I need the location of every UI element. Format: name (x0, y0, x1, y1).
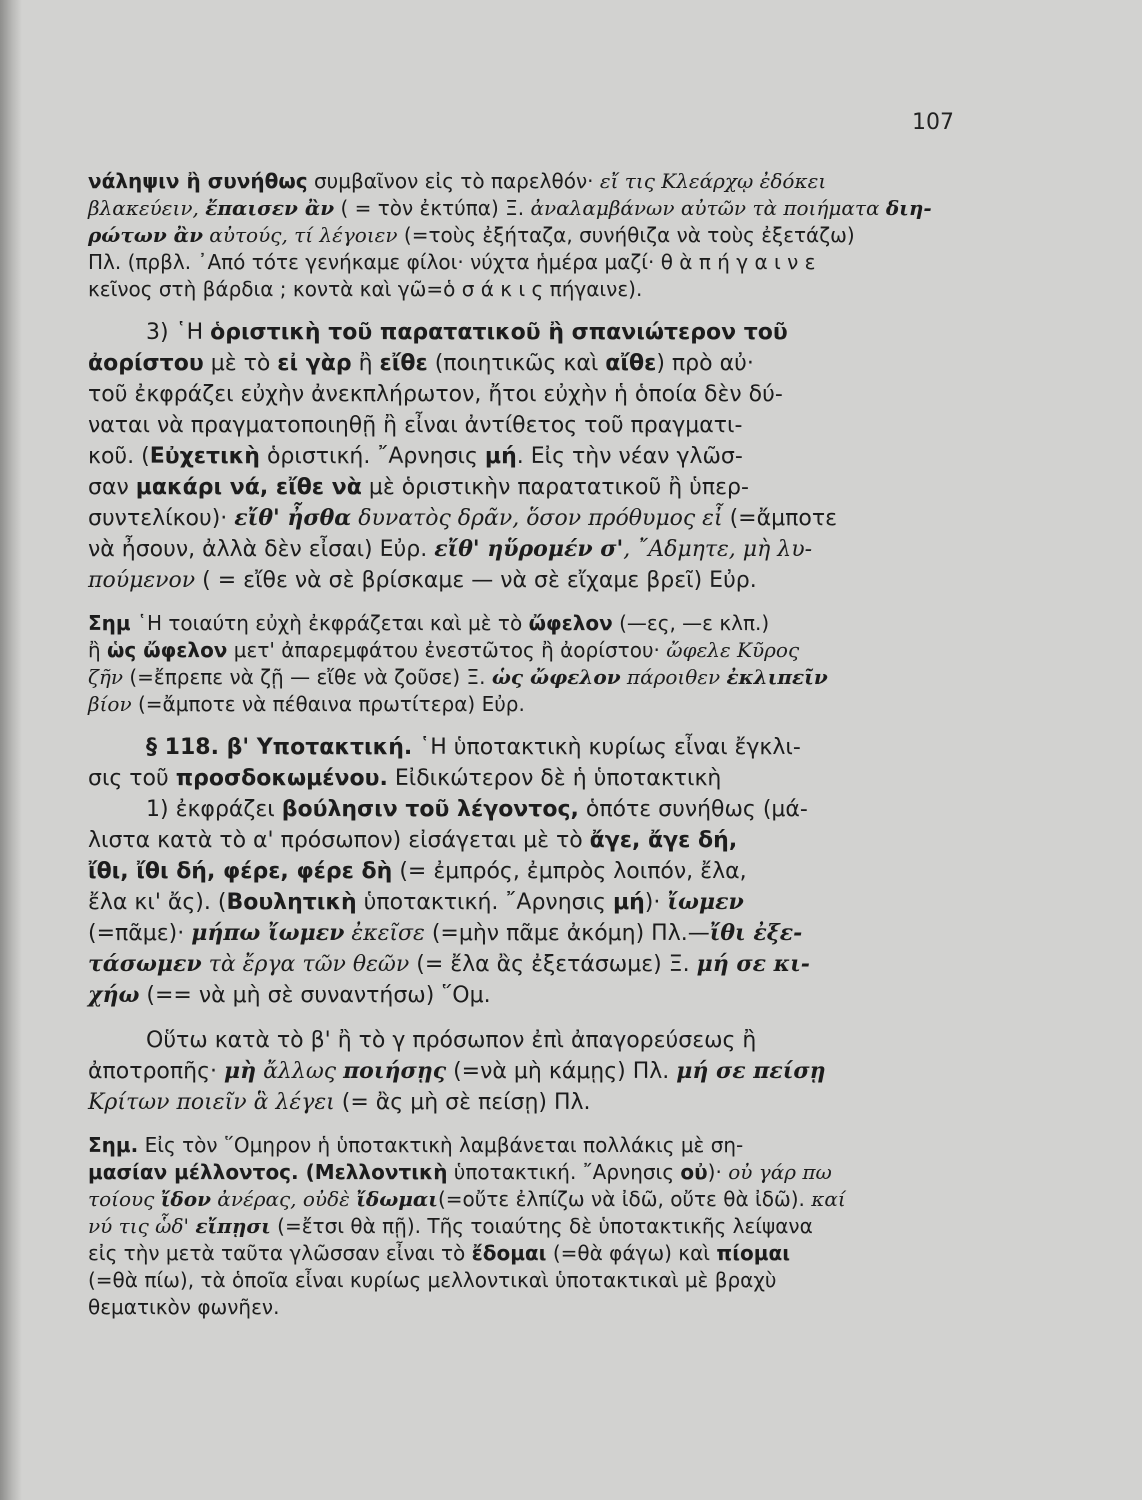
text-line (88, 1294, 966, 1321)
text-segment: ἢ (88, 638, 108, 662)
text-line (88, 168, 966, 195)
text-line (88, 949, 966, 980)
text-segment: Εὐχετικὴ (149, 444, 260, 469)
text-segment: οὐ (680, 1160, 708, 1184)
text-segment: εἴθ' ἦσθα (234, 505, 352, 531)
text-segment: ) πρὸ αὐ· (656, 351, 754, 376)
text-segment: ἐκλιπεῖν (726, 665, 828, 689)
text-segment: ἀνέρας, οὐδὲ (210, 1187, 357, 1211)
text-line (88, 472, 966, 503)
text-segment: κεῖνος στὴ βάρδια ; κοντὰ καὶ γῶ=ὁ σ ά κ ι ς πήγαινε). (88, 277, 643, 301)
text-line (88, 1025, 966, 1056)
text-segment: δυνατὸς δρᾶν, ὅσον πρόθυμος εἶ (351, 506, 723, 531)
text-line (88, 1267, 966, 1294)
text-segment: (=μὴν πᾶμε ἀκόμη) Πλ.— (424, 921, 710, 946)
text-segment: (=θὰ πίω), τὰ ὁποῖα εἶναι κυρίως μελλοντικαὶ ὑποτακτικαὶ μὲ βραχὺ (88, 1268, 777, 1292)
text-segment: τάσωμεν (88, 951, 202, 977)
text-segment: βλακεύειν, (88, 196, 206, 220)
text-segment: ὑποτακτική. ῎Αρνησις (447, 1160, 681, 1184)
text-segment: εἴθε (379, 351, 428, 376)
text-segment: ἀναλαμβάνων αὐτῶν τὰ ποιήματα (530, 196, 886, 220)
text-segment: )· (707, 1160, 729, 1184)
text-segment: , ῎Αδμητε, μὴ λυ- (623, 537, 813, 562)
text-line (88, 195, 966, 222)
text-segment: μή (484, 444, 517, 469)
text-segment: 3) ῾Η (146, 320, 211, 345)
text-segment: καί (811, 1187, 846, 1211)
text-segment: (=νὰ μὴ κάμῃς) Πλ. (446, 1059, 677, 1084)
text-line (88, 794, 966, 825)
text-segment: Εἰς τὸν ῞Ομηρον ἡ ὑποτακτικὴ λαμβάνεται πολλάκις μὲ ση- (138, 1133, 744, 1157)
text-segment: ἐκεῖσε (344, 921, 425, 946)
text-segment: σις τοῦ (88, 766, 176, 791)
text-segment: πίομαι (716, 1241, 790, 1265)
text-line (88, 887, 966, 918)
text-segment: § 118. β' (146, 735, 257, 760)
text-segment: νὰ ἦσουν, ἀλλὰ δὲν εἶσαι) Εὐρ. (88, 537, 435, 562)
text-segment: ἴωμεν (667, 889, 744, 915)
text-segment: εἴ τις Κλεάρχῳ ἐδόκει (599, 169, 827, 193)
text-line (88, 441, 966, 472)
text-segment: (=ἄμποτε νὰ πέθαινα πρωτίτερα) Εὐρ. (131, 692, 525, 716)
text-segment: ναται νὰ πραγματοποιηθῇ ἢ εἶναι ἀντίθετος τοῦ πραγματι- (88, 413, 743, 438)
page-text (88, 168, 966, 1321)
text-segment: ρώτων ἂν (88, 223, 203, 247)
text-segment: τοῦ ἐκφράζει εὐχὴν ἀνεκπλήρωτον, ἤτοι εὐχὴν ἡ ὁποία δὲν δύ- (88, 382, 783, 407)
text-segment: ἀορίστου (88, 351, 204, 376)
text-segment: μὲ τὸ (203, 351, 278, 376)
text-segment: λιστα κατὰ τὸ α' πρόσωπον) εἰσάγεται μὲ τὸ (88, 828, 590, 853)
paragraph-gap (88, 718, 966, 732)
text-segment: μετ' ἀπαρεμφάτου ἐνεστῶτος ἢ ἀορίστου· (227, 638, 667, 662)
text-segment: (=πᾶμε)· (88, 921, 192, 946)
text-segment: μακάρι νά, εἴθε νὰ (135, 475, 362, 500)
text-segment: τοίους (88, 1187, 161, 1211)
text-segment: )· (644, 890, 668, 915)
paragraph-gap (88, 596, 966, 610)
text-segment: (= ἔλα ἂς ἐξετάσωμε) Ξ. (409, 952, 697, 977)
text-segment: εἴθ' ηὕρομέν σ' (434, 536, 624, 562)
text-segment: ὤφελε Κῦρος (666, 638, 800, 662)
text-line (88, 1132, 966, 1159)
text-segment: (=θὰ φάγω) καὶ (546, 1241, 717, 1265)
text-line (88, 763, 966, 794)
text-segment: ἄλλως (256, 1059, 344, 1084)
text-line (88, 732, 966, 763)
text-line (88, 1240, 966, 1267)
text-segment: . Εἰς τὴν νέαν γλῶσ- (516, 444, 743, 469)
text-line (88, 317, 966, 348)
text-segment: διη- (885, 196, 932, 220)
text-segment: χήω (88, 982, 140, 1008)
text-segment: αὐτούς, τί λέγοιεν (202, 223, 398, 247)
text-segment: Σημ. (88, 1133, 139, 1157)
text-segment: ἴδωμαι (356, 1187, 438, 1211)
text-segment: ποιήσῃς (343, 1058, 447, 1084)
text-line (88, 1213, 966, 1240)
text-line (88, 918, 966, 949)
text-segment: (= ἐμπρός, ἐμπρὸς λοιπόν, ἔλα, (392, 859, 747, 884)
text-segment: Πλ. (πρβλ. ᾿Από τότε γενήκαμε φίλοι· νύχτα ἡμέρα μαζί· θ ὰ π ή γ α ι ν ε (88, 250, 816, 274)
text-segment: εἰς τὴν μετὰ ταῦτα γλῶσσαν εἶναι τὸ (88, 1241, 472, 1265)
text-segment: βούλησιν τοῦ λέγοντος, (281, 797, 579, 822)
text-segment: (ποιητικῶς καὶ (427, 351, 606, 376)
text-segment: (=ἔτσι θὰ πῇ). Τῆς τοιαύτης δὲ ὑποτακτικῆς λείψανα (270, 1214, 813, 1238)
text-line (88, 348, 966, 379)
text-segment: μήπω ἴωμεν (191, 920, 345, 946)
text-segment: θεματικὸν φωνῆεν. (88, 1295, 280, 1319)
text-segment: ὤφελον (528, 611, 613, 635)
page-number: 107 (912, 110, 954, 135)
text-line (88, 856, 966, 887)
text-line (88, 980, 966, 1011)
text-line (88, 410, 966, 441)
text-segment: Οὕτω κατὰ τὸ β' ἢ τὸ γ πρόσωπον ἐπὶ ἀπαγορεύσεως ἢ (146, 1028, 757, 1053)
text-segment: ἢ (351, 351, 380, 376)
text-segment: ἴθι, ἴθι δή, φέρε, φέρε δὴ (88, 859, 393, 884)
text-line (88, 1159, 966, 1186)
text-segment: (== νὰ μὴ σὲ συναντήσω) ῞Ομ. (139, 983, 491, 1008)
text-segment: εἰ γὰρ (277, 351, 352, 376)
text-segment: ἄγε, ἄγε δή, (589, 828, 738, 853)
text-segment: ῾Η ὑποτακτικὴ κυρίως εἶναι ἔγκλι- (412, 735, 801, 760)
text-segment: συντελίκου)· (88, 506, 235, 531)
text-line (88, 503, 966, 534)
text-segment: ( = εἴθε νὰ σὲ βρίσκαμε — νὰ σὲ εἴχαμε βρεῖ) Εὐρ. (195, 568, 757, 593)
text-segment: μὴ (223, 1058, 257, 1084)
text-segment: μή (612, 890, 645, 915)
text-segment: ὁριστική. ῎Αρνησις (259, 444, 485, 469)
text-segment: Σημ (88, 611, 131, 635)
text-line (88, 1087, 966, 1118)
scan-shadow-edge (0, 0, 22, 1500)
text-segment: ἔδομαι (471, 1241, 547, 1265)
text-segment: βίον (88, 692, 132, 716)
text-segment: μὲ ὁριστικὴν παρατατικοῦ ἢ ὑπερ- (361, 475, 749, 500)
text-line (88, 691, 966, 718)
text-segment: σαν (88, 475, 136, 500)
text-segment: τὰ ἔργα τῶν θεῶν (201, 952, 410, 977)
paragraph-gap (88, 303, 966, 317)
text-segment: ὁριστικὴ τοῦ παρατατικοῦ ἢ σπανιώτερον τοῦ (210, 320, 788, 345)
text-segment: Υποτακτική. (256, 735, 413, 760)
text-segment: νάληψιν ἢ συνήθως (88, 169, 308, 193)
text-segment: κοῦ. ( (88, 444, 150, 469)
text-segment: ὡς ὤφελον (491, 665, 621, 689)
text-segment: ἀποτροπῆς· (88, 1059, 224, 1084)
text-segment: ῾Η τοιαύτη εὐχὴ ἐκφράζεται καὶ μὲ τὸ (130, 611, 529, 635)
text-segment: ὑποτακτική. ῎Αρνησις (356, 890, 613, 915)
text-segment: μή σε πείσῃ (676, 1058, 826, 1084)
paragraph-gap (88, 1011, 966, 1025)
text-segment: ἔπαισεν ἂν (205, 196, 335, 220)
text-segment: ὁπότε συνήθως (μά- (578, 797, 808, 822)
text-segment: μή σε κι- (696, 951, 810, 977)
text-segment: ἴθι ἐξε- (709, 920, 803, 946)
text-segment: 1) ἐκφράζει (146, 797, 282, 822)
text-segment: (=οὔτε ἐλπίζω νὰ ἰδῶ, οὔτε θὰ ἰδῶ). (438, 1187, 812, 1211)
text-line (88, 610, 966, 637)
text-segment: Εἰδικώτερον δὲ ἡ ὑποτακτικὴ (387, 766, 722, 791)
text-line (88, 249, 966, 276)
text-segment: (= ἂς μὴ σὲ πείσῃ) Πλ. (334, 1090, 591, 1115)
text-segment: (=τοὺς ἐξήταζα, συνήθιζα νὰ τοὺς ἐξετάζω) (397, 223, 855, 247)
text-segment: ( = τὸν ἐκτύπα) Ξ. (334, 196, 531, 220)
text-segment: ἔλα κι' ἄς). ( (88, 890, 227, 915)
text-segment: ὡς ὤφελον (107, 638, 228, 662)
text-segment: πάροιθεν (620, 665, 727, 689)
text-segment: αἴθε (605, 351, 657, 376)
text-line (88, 379, 966, 410)
text-segment: (=ἔπρεπε νὰ ζῇ — εἴθε νὰ ζοῦσε) Ξ. (122, 665, 492, 689)
text-segment: μασίαν μέλλοντος. (Μελλοντικὴ (88, 1160, 448, 1184)
text-segment: ζῆν (88, 665, 123, 689)
text-segment: εἴπῃσι (195, 1214, 271, 1238)
text-segment: Κρίτων ποιεῖν ἃ λέγει (88, 1090, 335, 1115)
text-line (88, 664, 966, 691)
text-line (88, 222, 966, 249)
text-line (88, 1186, 966, 1213)
text-line (88, 825, 966, 856)
text-segment: ἴδον (160, 1187, 211, 1211)
text-segment: πούμενον (88, 568, 196, 593)
text-segment: οὐ γάρ πω (728, 1160, 832, 1184)
text-segment: προσδοκωμένου. (175, 766, 388, 791)
text-line (88, 565, 966, 596)
text-segment: συμβαῖνον εἰς τὸ παρελθόν· (307, 169, 600, 193)
text-segment: Βουλητικὴ (226, 890, 357, 915)
paragraph-gap (88, 1118, 966, 1132)
text-line (88, 1056, 966, 1087)
text-line (88, 637, 966, 664)
text-line (88, 276, 966, 303)
text-line (88, 534, 966, 565)
text-segment: (—ες, —ε κλπ.) (612, 611, 770, 635)
text-segment: νύ τις ὧδ' (88, 1214, 196, 1238)
text-segment: (=ἄμποτε (722, 506, 837, 531)
